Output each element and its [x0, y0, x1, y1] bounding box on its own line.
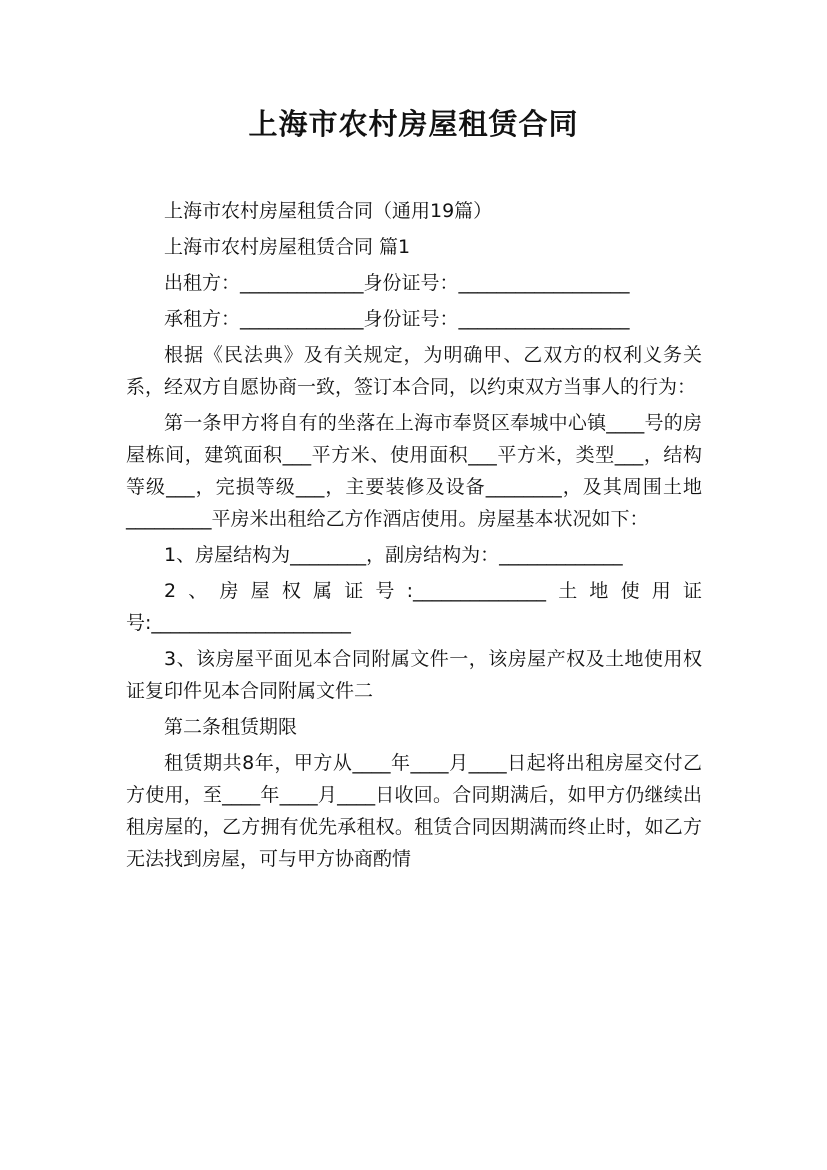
document-title: 上海市农村房屋租赁合同	[248, 107, 579, 141]
paragraph-item-1: 1、房屋结构为________，副房结构为：_____________	[164, 544, 623, 566]
paragraph-preamble: 根据《民法典》及有关规定，为明确甲、乙双方的权利义务关系，经双方自愿协商一致，签订本合同，以约束双方当事人的行为：	[126, 344, 702, 398]
paragraph-collection-title: 上海市农村房屋租赁合同（通用19篇）	[164, 200, 493, 222]
paragraph-lessee: 承租方：_____________身份证号：__________________	[164, 308, 630, 330]
document-body	[126, 195, 702, 879]
paragraph-article-1: 第一条甲方将自有的坐落在上海市奉贤区奉城中心镇____号的房屋栋间，建筑面积___平方米、使用面积___平方米，类型___，结构等级___，完损等级___，主要装修及设备________，及其周围土地_________平房米出租给乙方作酒店使用。房屋基本状况如下：	[126, 412, 702, 530]
paragraph-item-3: 3、该房屋平面见本合同附属文件一，该房屋产权及土地使用权证复印件见本合同附属文件二	[126, 648, 702, 702]
paragraph-lease-term: 租赁期共8年，甲方从____年____月____日起将出租房屋交付乙方使用，至____年____月____日收回。合同期满后，如甲方仍继续出租房屋的，乙方拥有优先承租权。租赁合同因期满而终止时，如乙方无法找到房屋，可与甲方协商酌情	[126, 752, 702, 870]
paragraph-item-2: 2、房屋权属证号:______________土地使用证号:_____________________	[126, 580, 702, 634]
paragraph-lessor: 出租方：_____________身份证号：__________________	[164, 272, 630, 294]
paragraph-article-2-heading: 第二条租赁期限	[164, 716, 298, 738]
paragraph-chapter-title: 上海市农村房屋租赁合同 篇1	[164, 236, 411, 258]
